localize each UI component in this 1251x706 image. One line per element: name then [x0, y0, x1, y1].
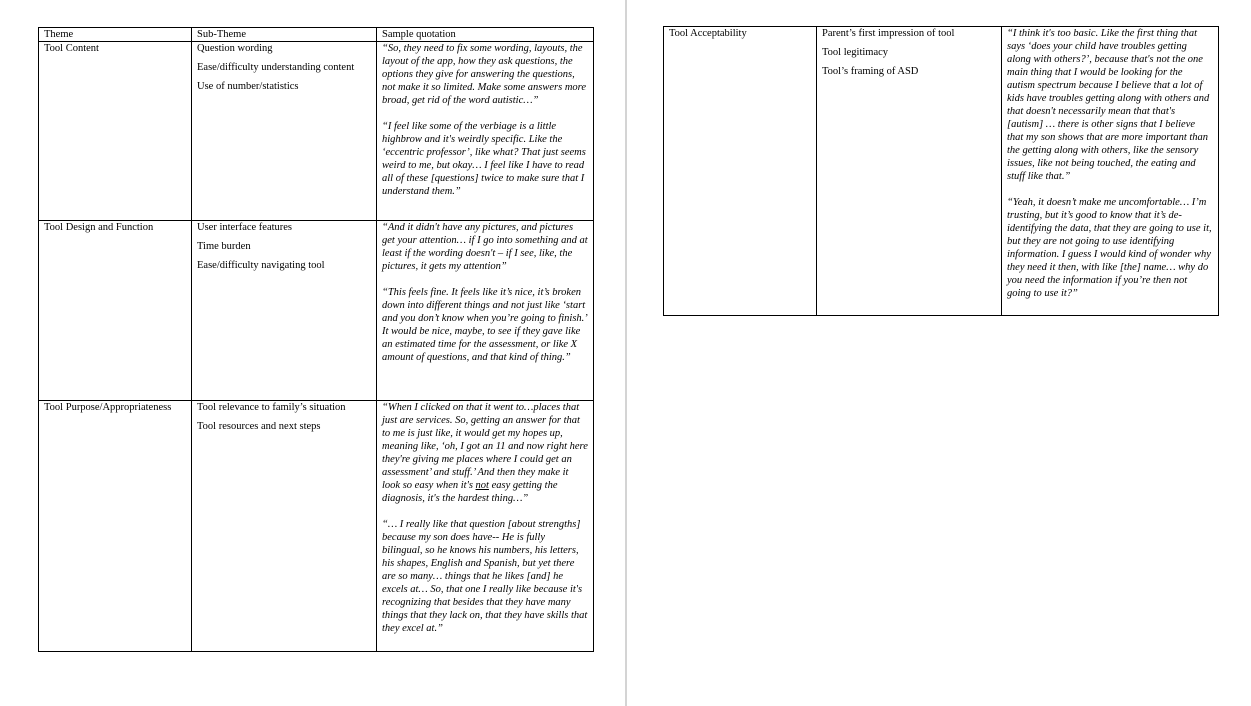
quotation: “I feel like some of the verbiage is a little highbrow and it's weirdly specific. Like the ‘eccentric professor’, like what? That just seems weird to me, but okay… I feel like I have to read all of these [questions] twice to make sure that I understand them.” [382, 121, 586, 197]
page-divider [625, 0, 627, 706]
theme-cell: Tool Acceptability [664, 27, 817, 316]
sub-theme-item: Parent’s first impression of tool [822, 28, 955, 39]
sub-theme-item: Ease/difficulty understanding content [197, 62, 355, 73]
header-theme: Theme [39, 28, 192, 42]
quotation: “This feels fine. It feels like it’s nice, it’s broken down into different things and not just like ‘start and you don’t know when you’re going to finish.’ It would be nice, maybe, to see if they gave like an estimated time for the assessment, or like X amount of questions, and that kind of thing.” [382, 287, 587, 363]
sub-theme-cell [192, 42, 377, 221]
sub-theme-item: Tool resources and next steps [197, 421, 321, 432]
sub-theme-item: Time burden [197, 241, 251, 252]
quotation-cell [377, 401, 594, 652]
sub-theme-item: Tool relevance to family’s situation [197, 402, 346, 413]
quotation: “I think it's too basic. Like the first thing that says ‘does your child have troubles getting along with others?’, because that's not the one main thing that I would be looking for the autism spectrum because I believe that a lot of kids have troubles getting along with others and that doesn't necessarily mean that that's [autism] … there is other signs that I believe that my son shows that are more important than the getting along with others, like the sensory issues, like not being touched, the eating and stuff like that.” [1007, 28, 1210, 182]
sub-theme-cell [192, 401, 377, 652]
quotation: “So, they need to fix some wording, layouts, the layout of the app, how they ask questions, the options they give for answering the questions, not make it so limited. Make some answers more broad, get rid of the word autistic…” [382, 43, 587, 106]
table-row [39, 401, 594, 652]
table-row [664, 27, 1219, 316]
header-sample-quotation: Sample quotation [377, 28, 594, 42]
quotation: “Yeah, it doesn’t make me uncomfortable… I’m trusting, but it’s good to know that it’s de-identifying the data, that they are going to use it, but they are not going to use identifying information. I guess I would kind of wonder why they need it then, with like [the] name… why do you need the information if you’re then not going to use it?” [1007, 197, 1212, 299]
quotation-text: easy getting the diagnosis, it's the hardest thing…” [382, 480, 558, 504]
sub-theme-cell [817, 27, 1002, 316]
quotation-text: “When I clicked on that it went to…places that just are services. So, getting an answer for that to me is just like, it would get my hopes up, meaning like, ‘oh, I got an 11 and now right here they're giving me places where I could get an assessment’ and stuff.’ And then they make it look so easy when it's [382, 402, 588, 491]
themes-table-page-1 [38, 27, 594, 652]
theme-cell: Tool Design and Function [39, 221, 192, 401]
quotation [382, 401, 588, 505]
sub-theme-item: Use of number/statistics [197, 81, 299, 92]
table-row [39, 42, 594, 221]
underlined-word: not [475, 480, 489, 491]
table-row [39, 221, 594, 401]
sub-theme-cell [192, 221, 377, 401]
header-row [39, 28, 594, 42]
sub-theme-item: Tool’s framing of ASD [822, 66, 919, 77]
theme-cell: Tool Purpose/Appropriateness [39, 401, 192, 652]
header-sub-theme: Sub-Theme [192, 28, 377, 42]
sub-theme-item: User interface features [197, 222, 293, 233]
quotation: “… I really like that question [about strengths] because my son does have-- He is fully bilingual, so he knows his numbers, his letters, his shapes, English and Spanish, but yet there are so many… things that he likes [and] he excels at… So, that one I really like because it's recognizing that besides that they have many things that they lack on, that they have skills that they excel at.” [382, 519, 588, 634]
themes-table-page-2 [663, 26, 1219, 316]
quotation-cell [1002, 27, 1219, 316]
quotation-cell [377, 42, 594, 221]
sub-theme-item: Question wording [197, 43, 273, 54]
sub-theme-item: Ease/difficulty navigating tool [197, 260, 325, 271]
sub-theme-item: Tool legitimacy [822, 47, 889, 58]
quotation: “And it didn't have any pictures, and pictures get your attention… if I go into something and at least if the wording doesn't – if I see, like, the pictures, it gets my attention” [382, 222, 588, 272]
theme-cell: Tool Content [39, 42, 192, 221]
quotation-cell [377, 221, 594, 401]
